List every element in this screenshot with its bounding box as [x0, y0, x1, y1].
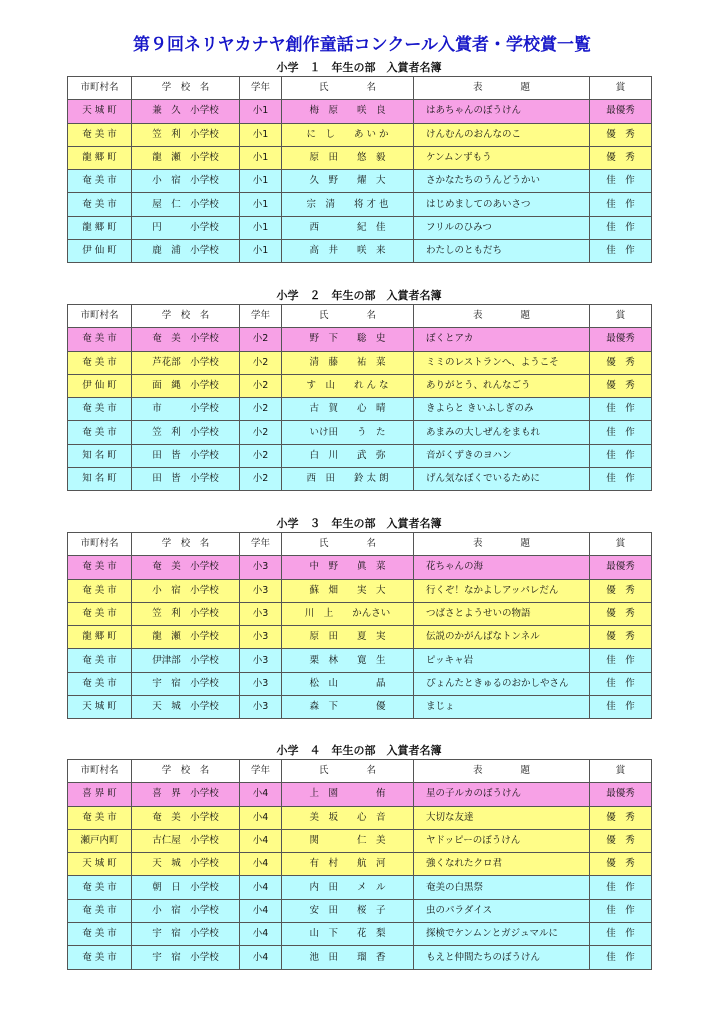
school-cell: 小 宿 小学校: [132, 579, 240, 602]
table-row: [68, 123, 652, 146]
table-header-row: [68, 760, 652, 783]
name-cell: 栗 林 寛 生: [282, 649, 414, 672]
award-cell: 佳 作: [590, 946, 652, 969]
table-row: [68, 579, 652, 602]
school-cell: 宇 宿 小学校: [132, 672, 240, 695]
grade-cell: 小1: [240, 123, 282, 146]
table-row: [68, 783, 652, 806]
name-cell: 上 園 侑: [282, 783, 414, 806]
title-cell: ありがとう、れんなごう: [414, 374, 590, 397]
city-cell: 奄 美 市: [68, 602, 132, 625]
school-cell: 古仁屋 小学校: [132, 829, 240, 852]
grade-cell: 小3: [240, 672, 282, 695]
city-cell: 奄 美 市: [68, 193, 132, 216]
title-cell: けんむんのおんなのこ: [414, 123, 590, 146]
column-header: 学 校 名: [132, 760, 240, 783]
city-cell: 奄 美 市: [68, 351, 132, 374]
award-cell: 佳 作: [590, 240, 652, 263]
award-cell: 優 秀: [590, 806, 652, 829]
table-row: [68, 468, 652, 491]
title-cell: ケンムンずもう: [414, 146, 590, 169]
table-row: [68, 923, 652, 946]
city-cell: 奄 美 市: [68, 328, 132, 351]
city-cell: 知 名 町: [68, 444, 132, 467]
name-cell: 中 野 眞 菜: [282, 556, 414, 579]
column-header: 市町村名: [68, 305, 132, 328]
title-cell: ぼくとアカ: [414, 328, 590, 351]
award-cell: 最優秀: [590, 328, 652, 351]
name-cell: 有 村 航 河: [282, 853, 414, 876]
name-cell: に し あ い か: [282, 123, 414, 146]
city-cell: 天 城 町: [68, 853, 132, 876]
column-header: 市町村名: [68, 760, 132, 783]
grade-cell: 小2: [240, 328, 282, 351]
school-cell: 天 城 小学校: [132, 696, 240, 719]
city-cell: 天 城 町: [68, 100, 132, 123]
grade-cell: 小1: [240, 193, 282, 216]
column-header: 学年: [240, 305, 282, 328]
city-cell: 天 城 町: [68, 696, 132, 719]
table-row: [68, 100, 652, 123]
name-cell: 森 下 優: [282, 696, 414, 719]
school-cell: 喜 界 小学校: [132, 783, 240, 806]
column-header: 表 題: [414, 760, 590, 783]
award-cell: 佳 作: [590, 398, 652, 421]
grade-cell: 小1: [240, 170, 282, 193]
name-cell: 野 下 聡 史: [282, 328, 414, 351]
table-row: [68, 216, 652, 239]
column-header: 氏 名: [282, 305, 414, 328]
school-cell: 田 皆 小学校: [132, 468, 240, 491]
school-cell: 奄 美 小学校: [132, 806, 240, 829]
city-cell: 知 名 町: [68, 468, 132, 491]
city-cell: 奄 美 市: [68, 899, 132, 922]
title-cell: 奄美の白黒祭: [414, 876, 590, 899]
section-title: 小学 ４ 年生の部 入賞者名簿: [276, 744, 442, 757]
city-cell: 龍 郷 町: [68, 626, 132, 649]
award-cell: 佳 作: [590, 468, 652, 491]
column-header: 賞: [590, 533, 652, 556]
school-cell: 龍 瀬 小学校: [132, 626, 240, 649]
school-cell: 朝 日 小学校: [132, 876, 240, 899]
awards-table: [67, 759, 652, 970]
name-cell: 西 紀 佳: [282, 216, 414, 239]
school-cell: 天 城 小学校: [132, 853, 240, 876]
grade-cell: 小3: [240, 626, 282, 649]
name-cell: 宗 清 将 才 也: [282, 193, 414, 216]
city-cell: 瀬戸内町: [68, 829, 132, 852]
award-cell: 佳 作: [590, 193, 652, 216]
title-cell: ぴょんたときゅるのおかしやさん: [414, 672, 590, 695]
section-grade-4: [67, 743, 651, 970]
table-row: [68, 602, 652, 625]
table-row: [68, 626, 652, 649]
school-cell: 龍 瀬 小学校: [132, 146, 240, 169]
school-cell: 宇 宿 小学校: [132, 946, 240, 969]
school-cell: 笠 利 小学校: [132, 421, 240, 444]
table-header-row: [68, 77, 652, 100]
title-cell: さかなたちのうんどうかい: [414, 170, 590, 193]
city-cell: 奄 美 市: [68, 579, 132, 602]
award-cell: 優 秀: [590, 374, 652, 397]
city-cell: 伊 仙 町: [68, 240, 132, 263]
table-row: [68, 806, 652, 829]
column-header: 賞: [590, 760, 652, 783]
section-title: 小学 １ 年生の部 入賞者名簿: [276, 61, 442, 74]
award-cell: 佳 作: [590, 696, 652, 719]
award-cell: 優 秀: [590, 579, 652, 602]
school-cell: 鹿 浦 小学校: [132, 240, 240, 263]
title-cell: はあちゃんのぼうけん: [414, 100, 590, 123]
city-cell: 伊 仙 町: [68, 374, 132, 397]
table-row: [68, 696, 652, 719]
title-cell: 探検でケンムンとガジュマルに: [414, 923, 590, 946]
column-header: 学 校 名: [132, 305, 240, 328]
school-cell: 面 縄 小学校: [132, 374, 240, 397]
column-header: 学年: [240, 533, 282, 556]
grade-cell: 小2: [240, 421, 282, 444]
award-cell: 優 秀: [590, 829, 652, 852]
city-cell: 奄 美 市: [68, 946, 132, 969]
name-cell: 山 下 花 梨: [282, 923, 414, 946]
column-header: 氏 名: [282, 77, 414, 100]
table-row: [68, 649, 652, 672]
table-row: [68, 421, 652, 444]
title-cell: まじょ: [414, 696, 590, 719]
award-cell: 佳 作: [590, 444, 652, 467]
city-cell: 奄 美 市: [68, 421, 132, 444]
awards-table: [67, 532, 652, 719]
name-cell: 原 田 悠 毅: [282, 146, 414, 169]
award-cell: 最優秀: [590, 100, 652, 123]
grade-cell: 小1: [240, 216, 282, 239]
name-cell: 清 藤 祐 菜: [282, 351, 414, 374]
title-cell: つばさとようせいの物語: [414, 602, 590, 625]
grade-cell: 小3: [240, 696, 282, 719]
title-cell: もえと仲間たちのぼうけん: [414, 946, 590, 969]
table-row: [68, 556, 652, 579]
award-cell: 佳 作: [590, 672, 652, 695]
section-title: 小学 ３ 年生の部 入賞者名簿: [276, 517, 442, 530]
table-row: [68, 146, 652, 169]
table-header-row: [68, 305, 652, 328]
school-cell: 屋 仁 小学校: [132, 193, 240, 216]
title-cell: ヤドッピーのぼうけん: [414, 829, 590, 852]
school-cell: 笠 利 小学校: [132, 123, 240, 146]
column-header: 学年: [240, 760, 282, 783]
title-cell: 音がくずきのヨハン: [414, 444, 590, 467]
school-cell: 市 小学校: [132, 398, 240, 421]
name-cell: 梅 原 咲 良: [282, 100, 414, 123]
award-cell: 佳 作: [590, 649, 652, 672]
city-cell: 龍 郷 町: [68, 216, 132, 239]
city-cell: 奄 美 市: [68, 649, 132, 672]
table-row: [68, 853, 652, 876]
grade-cell: 小3: [240, 602, 282, 625]
name-cell: 池 田 瑠 香: [282, 946, 414, 969]
grade-cell: 小2: [240, 444, 282, 467]
grade-cell: 小2: [240, 374, 282, 397]
city-cell: 奄 美 市: [68, 672, 132, 695]
title-cell: ミミのレストランへ、ようこそ: [414, 351, 590, 374]
title-cell: 虫のパラダイス: [414, 899, 590, 922]
school-cell: 奄 美 小学校: [132, 328, 240, 351]
table-row: [68, 374, 652, 397]
title-cell: 行くぞ！なかよしアッパレだん: [414, 579, 590, 602]
name-cell: 松 山 晶: [282, 672, 414, 695]
award-cell: 佳 作: [590, 923, 652, 946]
column-header: 学年: [240, 77, 282, 100]
table-row: [68, 398, 652, 421]
city-cell: 奄 美 市: [68, 398, 132, 421]
city-cell: 奄 美 市: [68, 876, 132, 899]
table-row: [68, 672, 652, 695]
title-cell: わたしのともだち: [414, 240, 590, 263]
title-cell: ピッキャ岩: [414, 649, 590, 672]
grade-cell: 小4: [240, 923, 282, 946]
award-cell: 優 秀: [590, 351, 652, 374]
name-cell: 関 仁 美: [282, 829, 414, 852]
column-header: 市町村名: [68, 77, 132, 100]
section-grade-3: [67, 516, 651, 719]
award-cell: 優 秀: [590, 602, 652, 625]
name-cell: す 山 れ ん な: [282, 374, 414, 397]
title-cell: 伝説のかがんばなトンネル: [414, 626, 590, 649]
city-cell: 喜 界 町: [68, 783, 132, 806]
grade-cell: 小4: [240, 853, 282, 876]
school-cell: 田 皆 小学校: [132, 444, 240, 467]
school-cell: 円 小学校: [132, 216, 240, 239]
table-row: [68, 328, 652, 351]
award-cell: 優 秀: [590, 853, 652, 876]
grade-cell: 小2: [240, 351, 282, 374]
title-cell: あまみの大しぜんをまもれ: [414, 421, 590, 444]
award-cell: 佳 作: [590, 899, 652, 922]
section-title: 小学 ２ 年生の部 入賞者名簿: [276, 289, 442, 302]
name-cell: 安 田 桜 子: [282, 899, 414, 922]
award-cell: 最優秀: [590, 783, 652, 806]
column-header: 氏 名: [282, 533, 414, 556]
awards-table: [67, 304, 652, 491]
title-cell: フリルのひみつ: [414, 216, 590, 239]
grade-cell: 小3: [240, 556, 282, 579]
award-cell: 優 秀: [590, 626, 652, 649]
title-cell: げん気なぼくでいるために: [414, 468, 590, 491]
award-cell: 最優秀: [590, 556, 652, 579]
school-cell: 笠 利 小学校: [132, 602, 240, 625]
column-header: 表 題: [414, 533, 590, 556]
grade-cell: 小4: [240, 946, 282, 969]
name-cell: 白 川 武 弥: [282, 444, 414, 467]
table-row: [68, 946, 652, 969]
grade-cell: 小4: [240, 899, 282, 922]
name-cell: 美 坂 心 音: [282, 806, 414, 829]
award-cell: 佳 作: [590, 170, 652, 193]
award-cell: 佳 作: [590, 421, 652, 444]
name-cell: 西 田 鈴 太 朗: [282, 468, 414, 491]
grade-cell: 小1: [240, 146, 282, 169]
table-header-row: [68, 533, 652, 556]
grade-cell: 小1: [240, 240, 282, 263]
grade-cell: 小2: [240, 398, 282, 421]
column-header: 表 題: [414, 77, 590, 100]
name-cell: 内 田 メ ル: [282, 876, 414, 899]
column-header: 賞: [590, 77, 652, 100]
title-cell: きよらと きいふしぎのみ: [414, 398, 590, 421]
grade-cell: 小3: [240, 579, 282, 602]
table-row: [68, 899, 652, 922]
city-cell: 龍 郷 町: [68, 146, 132, 169]
title-cell: 星の子ルカのぼうけん: [414, 783, 590, 806]
title-cell: 花ちゃんの海: [414, 556, 590, 579]
grade-cell: 小2: [240, 468, 282, 491]
city-cell: 奄 美 市: [68, 556, 132, 579]
school-cell: 伊津部 小学校: [132, 649, 240, 672]
city-cell: 奄 美 市: [68, 806, 132, 829]
award-cell: 佳 作: [590, 216, 652, 239]
name-cell: いけ田 う た: [282, 421, 414, 444]
table-row: [68, 829, 652, 852]
table-row: [68, 444, 652, 467]
grade-cell: 小3: [240, 649, 282, 672]
column-header: 氏 名: [282, 760, 414, 783]
school-cell: 奄 美 小学校: [132, 556, 240, 579]
school-cell: 小 宿 小学校: [132, 899, 240, 922]
city-cell: 奄 美 市: [68, 170, 132, 193]
title-cell: 強くなれたクロ君: [414, 853, 590, 876]
grade-cell: 小4: [240, 783, 282, 806]
city-cell: 奄 美 市: [68, 923, 132, 946]
section-grade-2: [67, 288, 651, 491]
name-cell: 久 野 燿 大: [282, 170, 414, 193]
column-header: 表 題: [414, 305, 590, 328]
column-header: 学 校 名: [132, 77, 240, 100]
grade-cell: 小4: [240, 876, 282, 899]
section-grade-1: [67, 60, 651, 263]
name-cell: 蘇 畑 実 大: [282, 579, 414, 602]
city-cell: 奄 美 市: [68, 123, 132, 146]
award-cell: 佳 作: [590, 876, 652, 899]
grade-cell: 小4: [240, 829, 282, 852]
grade-cell: 小1: [240, 100, 282, 123]
column-header: 賞: [590, 305, 652, 328]
table-row: [68, 351, 652, 374]
school-cell: 芦花部 小学校: [132, 351, 240, 374]
table-row: [68, 193, 652, 216]
name-cell: 古 賀 心 晴: [282, 398, 414, 421]
school-cell: 宇 宿 小学校: [132, 923, 240, 946]
table-row: [68, 170, 652, 193]
school-cell: 兼 久 小学校: [132, 100, 240, 123]
title-cell: 大切な友達: [414, 806, 590, 829]
name-cell: 川 上 かんさい: [282, 602, 414, 625]
table-row: [68, 876, 652, 899]
grade-cell: 小4: [240, 806, 282, 829]
column-header: 市町村名: [68, 533, 132, 556]
name-cell: 原 田 夏 実: [282, 626, 414, 649]
award-cell: 優 秀: [590, 146, 652, 169]
column-header: 学 校 名: [132, 533, 240, 556]
title-cell: はじめましてのあいさつ: [414, 193, 590, 216]
name-cell: 高 井 咲 来: [282, 240, 414, 263]
award-cell: 優 秀: [590, 123, 652, 146]
page-title: 第９回ネリヤカナヤ創作童話コンクール入賞者・学校賞一覧: [133, 35, 591, 55]
awards-table: [67, 76, 652, 263]
school-cell: 小 宿 小学校: [132, 170, 240, 193]
table-row: [68, 240, 652, 263]
